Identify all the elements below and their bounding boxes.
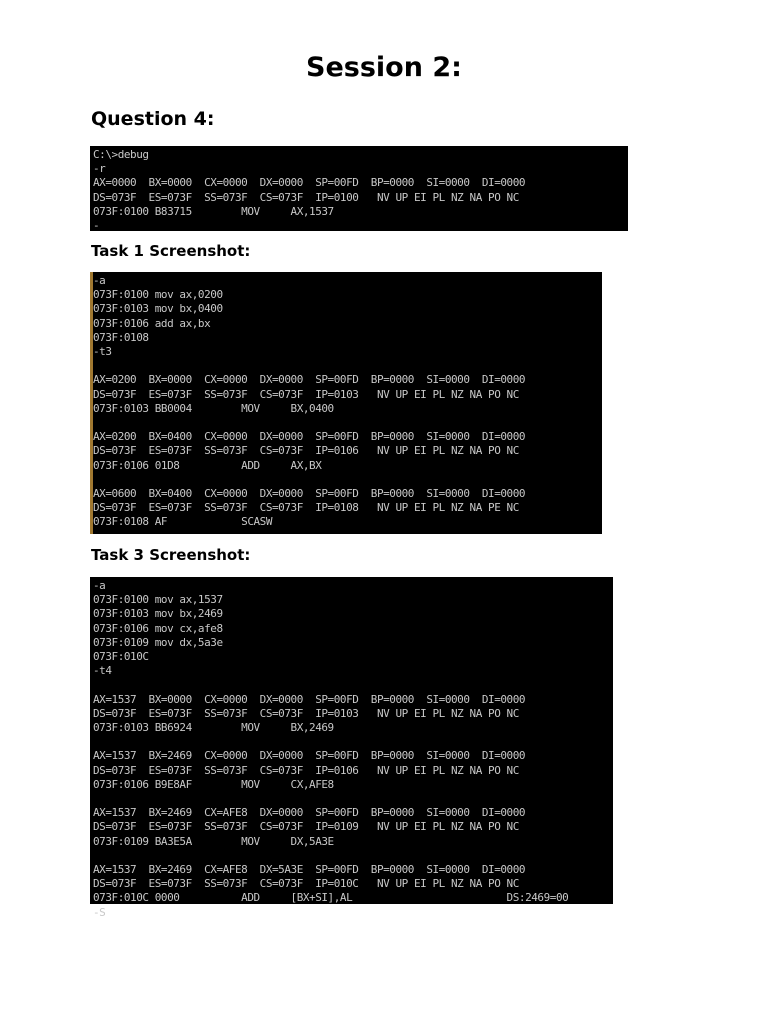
console-output: -a 073F:0100 mov ax,0200 073F:0103 mov bx,0400 073F:0106 add ax,bx 073F:0108 -t3 AX=0200 BX=0000 CX=0000 DX=0000 SP=00FD BP=0000 SI=0000 DI=0000 DS=073F ES=073F SS=073F CS=073F IP=0103 NV UP EI PL NZ NA PO NC 073F:0103 BB0004 MOV BX,0400 AX=0200 BX=0400 CX=0000 DX=0000 SP=00FD BP=0000 SI=0000 DI=0000 DS=073F ES=073F SS=073F CS=073F IP=0106 NV UP EI PL NZ NA PO NC 073F:0106 01D8 ADD AX,BX AX=0600 BX=0400 CX=0000 DX=0000 SP=00FD BP=0000 SI=0000 DI=0000 DS=073F ES=073F SS=073F CS=073F IP=0108 NV UP EI PL NZ NA PE NC 073F:0108 AF SCASW [93,274,526,529]
task-3-caption: Task 3 Screenshot: [91,546,251,564]
console-output: -a 073F:0100 mov ax,1537 073F:0103 mov bx,2469 073F:0106 mov cx,afe8 073F:0109 mov dx,5a3e 073F:010C -t4 AX=1537 BX=0000 CX=0000 DX=0000 SP=00FD BP=0000 SI=0000 DI=0000 DS=073F ES=073F SS=073F CS=073F IP=0103 NV UP EI PL NZ NA PO NC 073F:0103 BB6924 MOV BX,2469 AX=1537 BX=2469 CX=0000 DX=0000 SP=00FD BP=0000 SI=0000 DI=0000 DS=073F ES=073F SS=073F CS=073F IP=0106 NV UP EI PL NZ NA PO NC 073F:0106 B9E8AF MOV CX,AFE8 AX=1537 BX=2469 CX=AFE8 DX=0000 SP=00FD BP=0000 SI=0000 DI=0000 DS=073F ES=073F SS=073F CS=073F IP=0109 NV UP EI PL NZ NA PO NC 073F:0109 BA3E5A MOV DX,5A3E AX=1537 BX=2469 CX=AFE8 DX=5A3E SP=00FD BP=0000 SI=0000 DI=0000 DS=073F ES=073F SS=073F CS=073F IP=010C NV UP EI PL NZ NA PO NC 073F:010C 0000 ADD [BX+SI],AL DS:2469=00 -S [93,579,569,919]
page-title: Session 2: [306,52,462,83]
task-1-caption: Task 1 Screenshot: [91,242,251,260]
debug-screenshot-question-4 [90,146,628,231]
window-edge-strip [90,272,93,534]
debug-screenshot-task-3 [90,577,613,919]
debug-screenshot-task-1 [90,272,602,534]
question-heading: Question 4: [91,108,215,130]
console-output: C:\>debug -r AX=0000 BX=0000 CX=0000 DX=0000 SP=00FD BP=0000 SI=0000 DI=0000 DS=073F ES=073F SS=073F CS=073F IP=0100 NV UP EI PL NZ NA PO NC 073F:0100 B83715 MOV AX,1537 - [93,148,526,233]
